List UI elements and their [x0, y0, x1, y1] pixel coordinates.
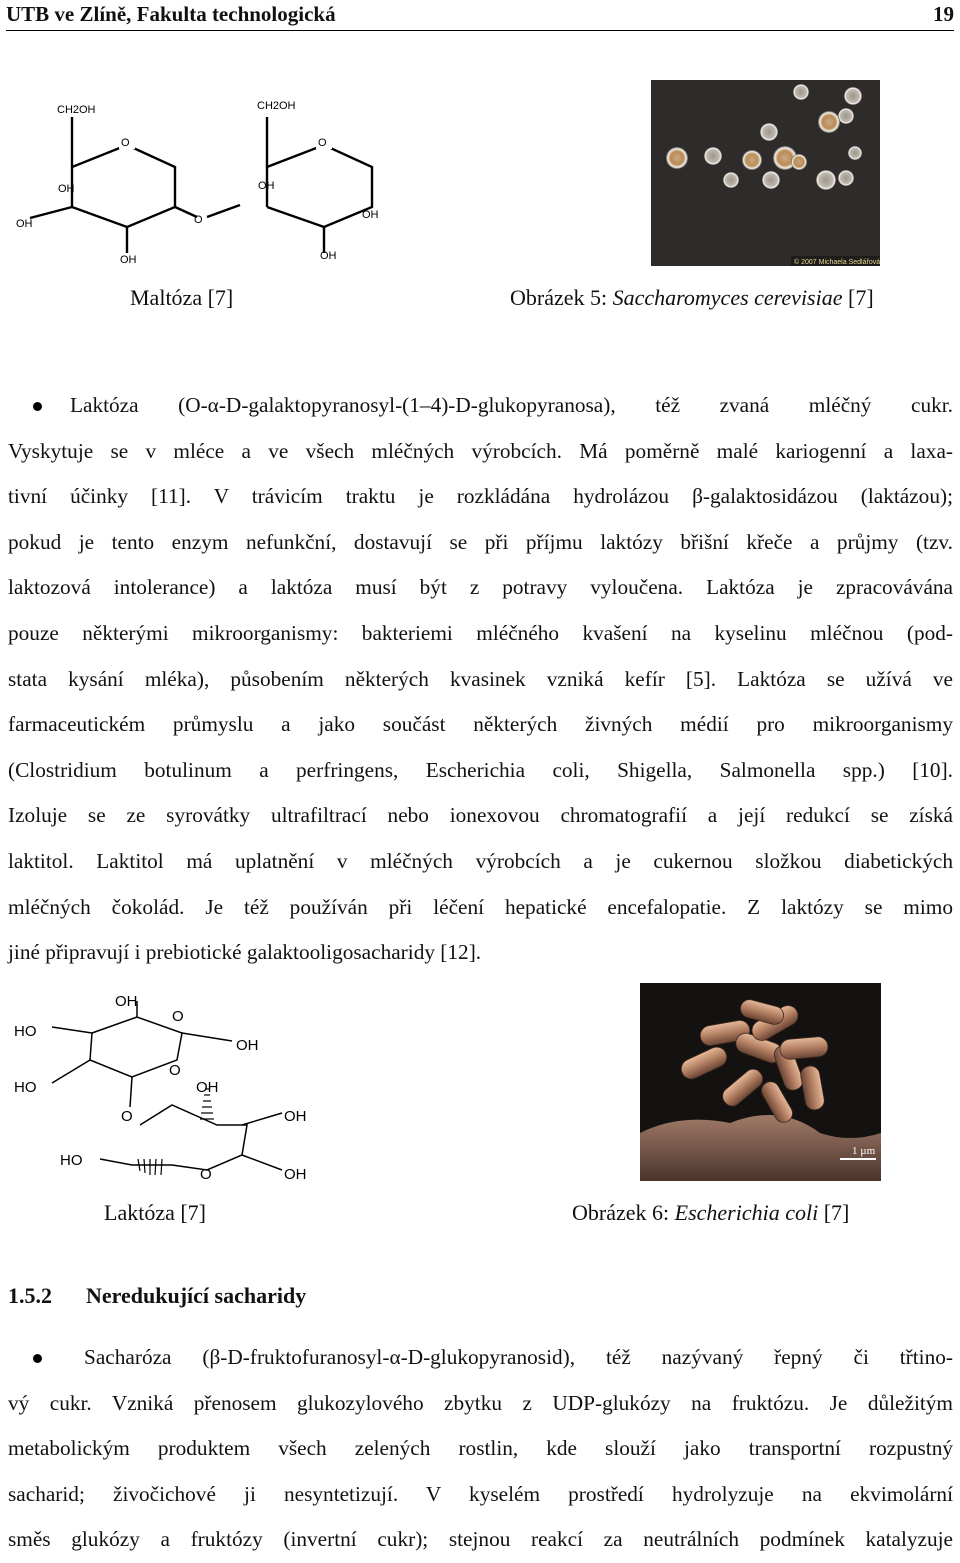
lactose-label-ho-3: HO	[60, 1152, 83, 1169]
maltose-structure	[12, 95, 392, 270]
para1-line-2: Vyskytuje se v mléce a ve všech mléčných výrobcích. Má poměrně malé kariogenní a laxa-	[8, 438, 953, 463]
maltose-label-oh-5: OH	[120, 254, 137, 266]
para1-line-3: tivní účinky [11]. V trávicím traktu je rozkládána hydrolázou β-galaktosidázou (laktázou);	[8, 484, 953, 509]
section-title: Neredukující sacharidy	[86, 1283, 307, 1308]
lactose-label-o-ring: O	[169, 1062, 181, 1079]
sucrose-paragraph	[8, 1335, 953, 1563]
page-header	[6, 0, 954, 31]
para1-line-7: stata kysání mléka), působením některých kvasinek vzniká kefír [5]. Laktóza se užívá ve	[8, 666, 953, 691]
ecoli-micrograph	[640, 983, 881, 1181]
maltose-label-o-bridge: O	[194, 214, 203, 226]
yeast-watermark: © 2007 Michaela Sedlářová	[794, 259, 880, 266]
header-title: UTB ve Zlíně, Fakulta technologická	[6, 2, 336, 26]
maltose-label-o-2: O	[318, 137, 327, 149]
lactose-paragraph	[8, 383, 953, 976]
para1-line-8: farmaceutickém průmyslu a jako součást některých živných médií pro mikroorganismy	[8, 712, 953, 737]
maltose-label-ch2oh-1: CH2OH	[57, 104, 96, 116]
lactose-label-ho-1: HO	[14, 1023, 37, 1040]
lactose-label-oh-1: OH	[115, 993, 138, 1010]
maltose-label-oh-4: OH	[362, 209, 379, 221]
yeast-micrograph	[651, 80, 880, 266]
section-heading	[8, 1283, 306, 1309]
para1-line-11: laktitol. Laktitol má uplatnění v mléčných výrobcích a je cukernou složkou diabetických	[8, 848, 953, 873]
ecoli-caption-prefix: Obrázek 6:	[572, 1200, 675, 1225]
lactose-caption: Laktóza [7]	[104, 1200, 206, 1225]
para1-line-6: pouze některými mikroorganismy: bakteriemi mléčného kvašení na kyselinu mléčnou (pod-	[8, 620, 953, 645]
maltose-caption: Maltóza [7]	[130, 285, 234, 310]
lactose-label-o-1: O	[172, 1008, 184, 1025]
yeast-caption	[510, 285, 874, 311]
para2-line-5: směs glukózy a fruktózy (invertní cukr); stejnou reakcí za neutrálních podmínek katalyzuje	[8, 1527, 953, 1552]
ecoli-caption	[572, 1200, 849, 1226]
maltose-label-oh-3: OH	[258, 180, 275, 192]
lactose-label-oh-5: OH	[284, 1166, 307, 1183]
para2-line-3: metabolickým produktem všech zelených rostlin, kde slouží jako transportní rozpustný	[8, 1436, 953, 1461]
para1-line-9: (Clostridium botulinum a perfringens, Escherichia coli, Shigella, Salmonella spp.) [10].	[8, 757, 953, 782]
ecoli-svg	[640, 983, 881, 1181]
lactose-label-oh-4: OH	[284, 1108, 307, 1125]
lactose-label-ho-2: HO	[14, 1079, 37, 1096]
yeast-caption-ref: [7]	[842, 285, 874, 310]
lactose-label-o-bridge: O	[121, 1108, 133, 1125]
ecoli-scale-label: 1 µm	[852, 1145, 876, 1157]
maltose-label-oh-1: OH	[58, 183, 75, 195]
ecoli-caption-species: Escherichia coli	[674, 1200, 819, 1225]
ecoli-caption-ref: [7]	[818, 1200, 850, 1225]
para1-line-12: mléčných čokolád. Je též používán při léčení hepatické encefalopatie. Z laktózy se mimo	[8, 894, 953, 919]
page-number: 19	[933, 2, 954, 26]
para1-line-5: laktozová intolerance) a laktóza musí být z potravy vyloučena. Laktóza je zpracovávána	[8, 575, 953, 600]
lactose-svg	[12, 985, 342, 1185]
para2-line-4: sacharid; živočichové ji nesyntetizují. V kyselém prostředí hydrolyzuje na ekvimolární	[8, 1481, 953, 1506]
lactose-structure	[12, 985, 342, 1185]
maltose-label-oh-2: OH	[16, 218, 33, 230]
para1-line-10: Izoluje se ze syrovátky ultrafiltrací nebo ionexovou chromatografií a její redukcí se získá	[8, 803, 953, 828]
maltose-svg	[12, 95, 392, 270]
yeast-svg	[651, 80, 880, 266]
para1-line-13: jiné připravují i prebiotické galaktooligosacharidy [12].	[8, 940, 482, 965]
lactose-label-oh-2: OH	[236, 1037, 259, 1054]
maltose-label-oh-6: OH	[320, 250, 337, 262]
lactose-label-o-2: O	[200, 1166, 212, 1183]
para1-line-1: Laktóza (O-α-D-galaktopyranosyl-(1–4)-D-glukopyranosa), též zvaná mléčný cukr.	[70, 393, 953, 417]
para1-line-4: pokud je tento enzym nefunkční, dostavují se při příjmu laktózy břišní křeče a průjmy (tzv.	[8, 529, 953, 554]
para2-line-1: Sacharóza (β-D-fruktofuranosyl-α-D-glukopyranosid), též nazývaný řepný či třtino-	[84, 1345, 953, 1369]
maltose-label-o-1: O	[121, 137, 130, 149]
yeast-caption-prefix: Obrázek 5:	[510, 285, 613, 310]
yeast-caption-species: Saccharomyces cerevisiae	[612, 285, 843, 310]
para2-line-2: vý cukr. Vzniká přenosem glukozylového zbytku z UDP-glukózy na fruktózu. Je důležitým	[8, 1390, 953, 1415]
lactose-label-oh-3: OH	[196, 1079, 219, 1096]
section-number: 1.5.2	[8, 1283, 52, 1308]
maltose-label-ch2oh-2: CH2OH	[257, 100, 296, 112]
